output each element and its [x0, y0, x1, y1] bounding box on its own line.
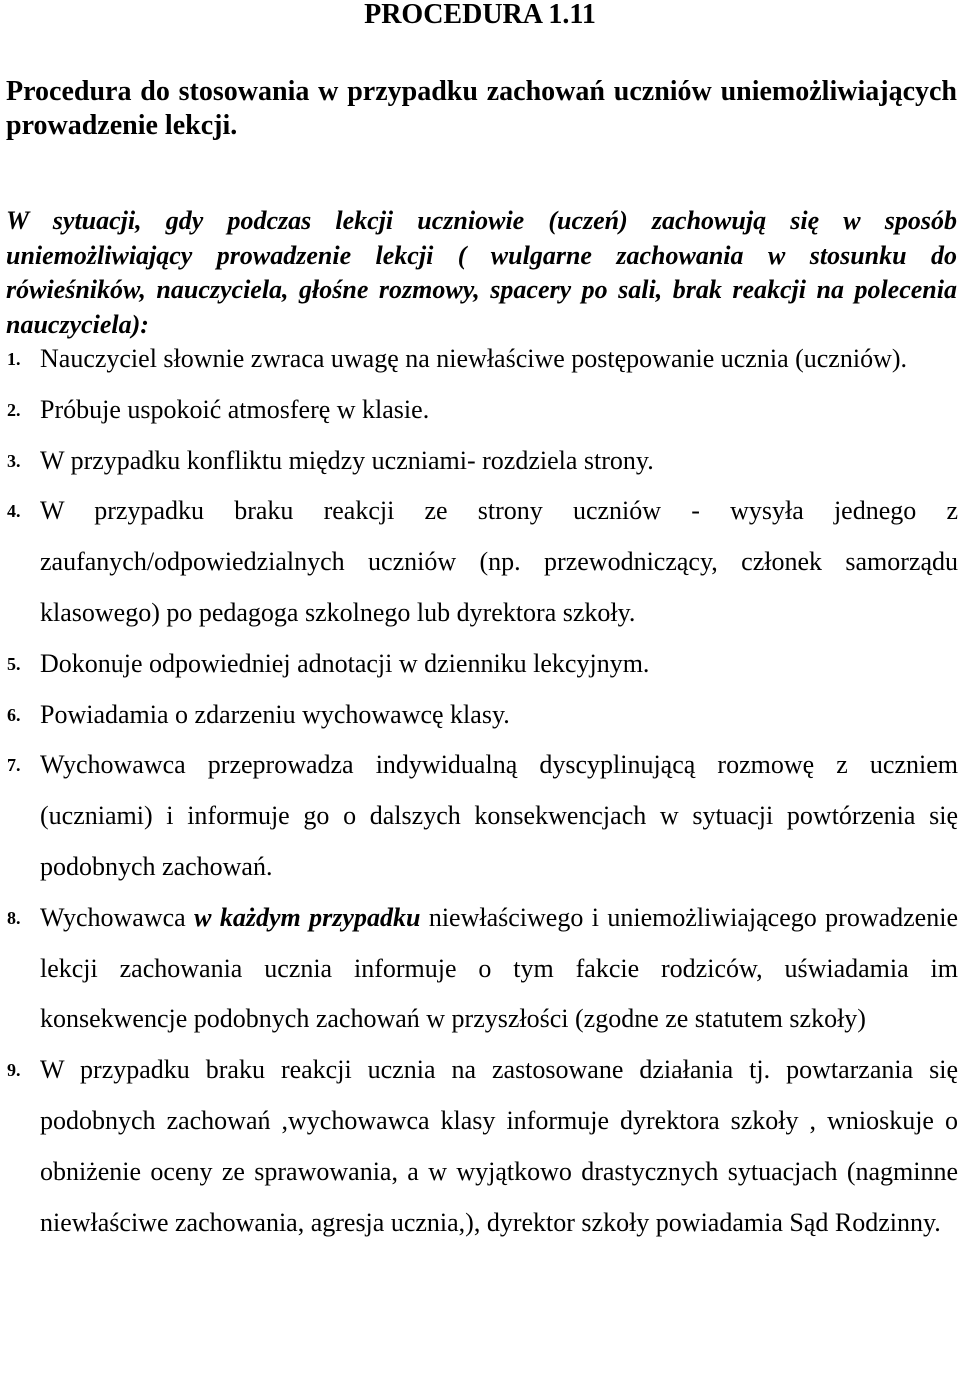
step-number: 1.	[7, 349, 21, 369]
step-number: 8.	[7, 907, 21, 928]
step-number: 9.	[7, 1060, 21, 1081]
step-text: Próbuje uspokoić atmosferę w klasie.	[40, 394, 430, 424]
step-number: 4.	[7, 501, 21, 522]
step-number: 5.	[7, 653, 21, 674]
procedure-heading: Procedura do stosowania w przypadku zachowań uczniów uniemożliwiających prowadzenie lekcji.	[6, 76, 957, 141]
step-number: 7.	[7, 755, 21, 776]
step-text: W przypadku konfliktu między uczniami- rozdziela strony.	[40, 445, 654, 475]
step-item	[0, 486, 958, 638]
step-text: W przypadku braku reakcji ucznia na zastosowane działania tj. powtarzania się podobnych zachowań ,wychowawca klasy informuje dyrektora szkoły , wnioskuje o obniżenie oceny ze sprawowania, a w wyjątkowo drastycznych sytuacjach (nagminne niewłaściwe zachowania, agresja ucznia,), dyrektor szkoły powiadamia Sąd Rodzinny.	[40, 1055, 958, 1237]
step-text-before: Wychowawca	[40, 902, 195, 932]
step-text: Wychowawca przeprowadza indywidualną dyscyplinującą rozmowę z uczniem (uczniami) i informuje go o dalszych konsekwencjach w sytuacji powtórzenia się podobnych zachowań.	[40, 750, 958, 881]
step-item	[0, 639, 958, 690]
step-text: Nauczyciel słownie zwraca uwagę na niewłaściwe postępowanie ucznia (uczniów).	[40, 344, 908, 373]
step-emphasis: w każdym przypadku	[194, 902, 421, 932]
step-text-after: niewłaściwego i uniemożliwiającego prowadzenie lekcji zachowania ucznia informuje o tym fakcie rodziców, uświadamia im konsekwencje podobnych zachowań w przyszłości (zgodne ze statutem szkoły)	[40, 902, 958, 1034]
step-item	[0, 436, 958, 487]
step-item	[0, 690, 958, 741]
step-item	[0, 1045, 958, 1248]
step-number: 2.	[7, 399, 21, 420]
document-title: PROCEDURA 1.11	[364, 0, 596, 30]
step-text: W przypadku braku reakcji ze strony uczniów - wysyła jednego z zaufanych/odpowiedzialnych uczniów (np. przewodniczący, członek samorządu klasowego) po pedagoga szkolnego lub dyrektora szkoły.	[40, 496, 958, 627]
intro-paragraph: W sytuacji, gdy podczas lekcji uczniowie (uczeń) zachowują się w sposób uniemożliwiający prowadzenie lekcji ( wulgarne zachowania w stosunku do rówieśników, nauczyciela, głośne rozmowy, spacery po sali, brak reakcji na polecenia nauczyciela):	[6, 206, 957, 339]
step-text: Powiadamia o zdarzeniu wychowawcę klasy.	[40, 699, 510, 729]
step-item	[0, 893, 958, 1045]
step-number: 6.	[7, 704, 21, 725]
step-number: 3.	[7, 450, 21, 471]
step-item	[0, 740, 958, 892]
step-item	[0, 385, 958, 436]
steps-list	[0, 334, 960, 1248]
step-text: Dokonuje odpowiedniej adnotacji w dzienniku lekcyjnym.	[40, 648, 650, 678]
step-item	[0, 334, 958, 385]
